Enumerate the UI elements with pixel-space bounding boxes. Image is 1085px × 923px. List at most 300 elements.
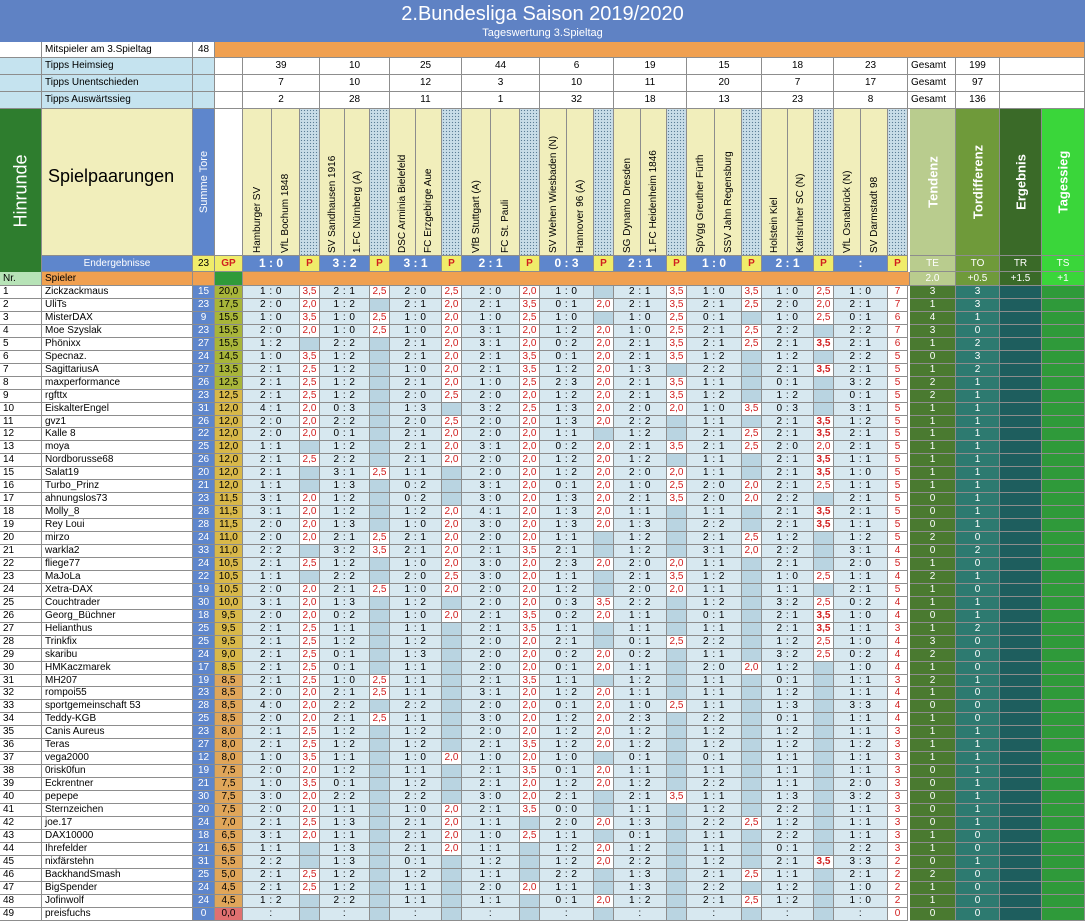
player-score: 1 (956, 726, 1000, 739)
player-tip: 2 : 0 (462, 597, 520, 610)
player-score (1000, 739, 1042, 752)
player-points: 4 (888, 545, 908, 558)
player-nr: 36 (0, 739, 42, 752)
player-tip: 1 : 1 (687, 830, 742, 843)
player-score (1000, 856, 1042, 869)
player-score: 3 (910, 636, 956, 649)
match-away-team-label: FC St. Pauli (499, 199, 511, 253)
player-tip: 2 : 1 (762, 506, 814, 519)
player-tip: 1 : 1 (834, 830, 888, 843)
player-name: BackhandSmash (42, 869, 193, 882)
tipps-value: 44 (462, 58, 540, 75)
player-tip: 2 : 1 (762, 416, 814, 428)
match-away-team-label: 1.FC Nürnberg (A) (351, 170, 363, 253)
player-tip: 2 : 2 (614, 416, 667, 428)
player-tip: 2 : 2 (390, 791, 442, 804)
match-points-header (520, 109, 540, 256)
player-score: 1 (910, 299, 956, 312)
player-points (742, 584, 762, 597)
player-summe-tore: 20 (193, 804, 215, 817)
points-header: P (300, 256, 320, 272)
player-points: 3,5 (520, 610, 540, 623)
player-tip: 1 : 2 (540, 726, 594, 739)
player-tip: 2 : 2 (762, 804, 814, 817)
player-tip: 1 : 2 (834, 532, 888, 545)
player-points: 2,0 (667, 584, 687, 597)
player-tip: 1 : 3 (390, 649, 442, 662)
player-gp: 15,5 (215, 325, 243, 338)
player-tip: 1 : 1 (462, 817, 520, 830)
player-score: 1 (956, 480, 1000, 493)
player-tip: 2 : 1 (614, 286, 667, 299)
player-score: 1 (910, 416, 956, 428)
player-nr: 43 (0, 830, 42, 843)
player-points: 2,5 (370, 713, 390, 726)
player-tip: 1 : 2 (320, 636, 370, 649)
spieler-header: Spieler (42, 272, 193, 286)
player-score (1042, 454, 1085, 467)
player-nr: 13 (0, 441, 42, 454)
player-nr: 3 (0, 312, 42, 325)
player-points (742, 700, 762, 713)
match-points-header (300, 109, 320, 256)
player-points: 5 (888, 364, 908, 377)
player-tip: 0 : 3 (762, 403, 814, 416)
player-score (1000, 454, 1042, 467)
player-tip: 1 : 2 (540, 364, 594, 377)
player-points (814, 843, 834, 856)
player-tip: 0 : 2 (540, 610, 594, 623)
player-gp: 12,0 (215, 403, 243, 416)
player-tip: 3 : 0 (462, 713, 520, 726)
player-score (1042, 286, 1085, 299)
player-points: 3,5 (814, 856, 834, 869)
player-points (442, 403, 462, 416)
player-points: 2,0 (520, 441, 540, 454)
player-tip: 1 : 2 (390, 726, 442, 739)
player-points (594, 791, 614, 804)
player-points: 2,0 (594, 765, 614, 778)
player-tip: 1 : 2 (614, 545, 667, 558)
player-score: 0 (910, 791, 956, 804)
player-tip: 2 : 1 (243, 869, 300, 882)
player-tip: 2 : 1 (834, 493, 888, 506)
player-gp: 4,5 (215, 895, 243, 908)
match-home-team-label: Hamburger SV (251, 186, 263, 253)
player-tip: 3 : 1 (243, 506, 300, 519)
player-tip: 1 : 1 (687, 649, 742, 662)
player-points: 3,5 (814, 416, 834, 428)
player-points: 2,0 (442, 584, 462, 597)
player-points (814, 532, 834, 545)
player-tip: 1 : 2 (540, 325, 594, 338)
player-points: 4 (888, 662, 908, 675)
player-points: 2,0 (442, 532, 462, 545)
tendenz-header (910, 109, 956, 256)
player-points: 2,0 (520, 778, 540, 791)
player-points: 2,5 (300, 649, 320, 662)
player-gp: 10,0 (215, 597, 243, 610)
player-tip: 2 : 2 (687, 817, 742, 830)
player-tip: 1 : 0 (540, 312, 594, 325)
tipps-value: 12 (390, 75, 462, 92)
player-points: 2,0 (594, 519, 614, 532)
player-score (1000, 377, 1042, 390)
player-tip: 1 : 3 (614, 519, 667, 532)
player-tip: 1 : 2 (762, 636, 814, 649)
player-tip: 1 : 2 (320, 739, 370, 752)
player-tip: 1 : 0 (390, 519, 442, 532)
player-points: 2,0 (594, 649, 614, 662)
player-tip: 0 : 2 (614, 649, 667, 662)
player-points: 2,0 (520, 493, 540, 506)
player-score (1042, 584, 1085, 597)
player-tip: 2 : 1 (834, 869, 888, 882)
player-points: 2,0 (594, 441, 614, 454)
player-tip: 1 : 1 (540, 882, 594, 895)
player-name: Turbo_Prinz (42, 480, 193, 493)
player-points: 2,0 (520, 454, 540, 467)
player-points (594, 584, 614, 597)
player-name: DAX10000 (42, 830, 193, 843)
match-home-team-label: SV Wehen Wiesbaden (N) (547, 135, 559, 253)
player-tip: 2 : 0 (762, 299, 814, 312)
player-score: 1 (910, 403, 956, 416)
player-tip: 2 : 1 (834, 584, 888, 597)
player-score: 1 (910, 584, 956, 597)
player-tip: 2 : 1 (614, 338, 667, 351)
player-tip: 1 : 0 (834, 882, 888, 895)
player-points (814, 558, 834, 571)
player-name: HMKaczmarek (42, 662, 193, 675)
player-score: 1 (956, 791, 1000, 804)
player-points (814, 882, 834, 895)
player-tip: 1 : 1 (687, 584, 742, 597)
player-nr: 47 (0, 882, 42, 895)
player-points (594, 908, 614, 921)
player-gp: 14,5 (215, 351, 243, 364)
player-score (1042, 403, 1085, 416)
player-points: 2,0 (594, 687, 614, 700)
player-summe-tore: 24 (193, 532, 215, 545)
points-header: P (667, 256, 687, 272)
player-name: Georg_Büchner (42, 610, 193, 623)
player-tip: 1 : 2 (614, 778, 667, 791)
player-points: 5 (888, 532, 908, 545)
player-points (594, 286, 614, 299)
player-tip: 2 : 0 (462, 882, 520, 895)
player-nr: 37 (0, 752, 42, 765)
player-points: 3,5 (814, 467, 834, 480)
player-tip: 1 : 2 (390, 506, 442, 519)
player-points (742, 416, 762, 428)
tordifferenz-header-label: Tordifferenz (970, 144, 985, 220)
player-points: 2,0 (520, 700, 540, 713)
player-score: 0 (956, 662, 1000, 675)
player-name: Molly_8 (42, 506, 193, 519)
player-points: 2,0 (300, 765, 320, 778)
player-score: 2 (910, 649, 956, 662)
player-tip: 1 : 3 (320, 519, 370, 532)
player-points (667, 804, 687, 817)
player-tip: 2 : 3 (540, 377, 594, 390)
player-points (667, 519, 687, 532)
player-tip: 2 : 1 (462, 610, 520, 623)
player-score: 0 (910, 351, 956, 364)
player-score (1000, 830, 1042, 843)
player-nr: 29 (0, 649, 42, 662)
player-points (442, 687, 462, 700)
tipps-value: 8 (834, 92, 908, 109)
player-score: 1 (956, 571, 1000, 584)
player-score (1000, 299, 1042, 312)
player-tip: 2 : 2 (243, 545, 300, 558)
player-points (667, 817, 687, 830)
player-summe-tore: 25 (193, 869, 215, 882)
player-points (442, 791, 462, 804)
player-summe-tore: 18 (193, 830, 215, 843)
player-points: 2,0 (442, 299, 462, 312)
player-name: BigSpender (42, 882, 193, 895)
player-tip: 1 : 0 (614, 700, 667, 713)
player-nr: 25 (0, 597, 42, 610)
player-points: 2,0 (814, 299, 834, 312)
player-tip: 1 : 2 (540, 390, 594, 403)
player-tip: 2 : 1 (243, 390, 300, 403)
player-tip: 0 : 1 (834, 312, 888, 325)
player-tip: 2 : 0 (243, 532, 300, 545)
player-name: rgfttx (42, 390, 193, 403)
player-tip: 1 : 2 (320, 364, 370, 377)
player-score (1000, 752, 1042, 765)
player-tip: 2 : 1 (687, 441, 742, 454)
player-tip: 1 : 1 (614, 765, 667, 778)
player-nr: 18 (0, 506, 42, 519)
player-points: 2,5 (742, 338, 762, 351)
player-points: 2,5 (442, 390, 462, 403)
player-tip: 1 : 2 (540, 467, 594, 480)
player-gp: 4,5 (215, 882, 243, 895)
player-points: 0 (888, 908, 908, 921)
player-points: 2,0 (520, 416, 540, 428)
player-tip: 2 : 0 (243, 325, 300, 338)
player-score: 0 (910, 493, 956, 506)
player-score: 2 (910, 532, 956, 545)
tipps-label: Tipps Heimsieg (42, 58, 193, 75)
player-points: 2,0 (742, 662, 762, 675)
player-gp: 8,5 (215, 675, 243, 687)
player-points (520, 843, 540, 856)
player-tip: 2 : 3 (614, 713, 667, 726)
player-points: 2,5 (300, 454, 320, 467)
player-tip: 0 : 3 (540, 597, 594, 610)
player-points: 2,0 (594, 467, 614, 480)
player-score (1000, 571, 1042, 584)
player-points: 2,0 (594, 895, 614, 908)
match-away-team-label: FC Erzgebirge Aue (423, 168, 434, 253)
player-score: 1 (910, 364, 956, 377)
player-score (1000, 403, 1042, 416)
player-tip: 1 : 1 (540, 830, 594, 843)
player-points (667, 597, 687, 610)
player-points: 3,5 (667, 441, 687, 454)
player-gp: 8,0 (215, 739, 243, 752)
player-score (1042, 700, 1085, 713)
player-tip: 2 : 1 (614, 390, 667, 403)
player-tip: 1 : 2 (687, 571, 742, 584)
player-tip: 2 : 1 (243, 882, 300, 895)
summe-tore-header-label: Summe Tore (197, 150, 210, 214)
player-tip: 0 : 2 (834, 649, 888, 662)
blank-cell (215, 58, 243, 75)
player-score (1042, 338, 1085, 351)
player-points: 2,0 (442, 441, 462, 454)
player-score: 2 (910, 390, 956, 403)
player-tip: 2 : 0 (834, 778, 888, 791)
player-tip: 0 : 2 (540, 338, 594, 351)
player-tip: 2 : 2 (687, 519, 742, 532)
player-tip: 2 : 1 (762, 338, 814, 351)
player-summe-tore: 12 (193, 752, 215, 765)
player-points (667, 416, 687, 428)
player-score (1042, 791, 1085, 804)
player-points (667, 428, 687, 441)
player-tip: 2 : 1 (762, 454, 814, 467)
player-points (370, 700, 390, 713)
player-gp: 15,5 (215, 338, 243, 351)
player-nr: 46 (0, 869, 42, 882)
player-points (594, 312, 614, 325)
player-summe-tore: 25 (193, 713, 215, 726)
player-tip: 3 : 0 (462, 558, 520, 571)
player-summe-tore: 19 (193, 584, 215, 597)
player-points (442, 662, 462, 675)
player-name: UliTs (42, 299, 193, 312)
player-tip: 2 : 1 (762, 558, 814, 571)
player-tip: 1 : 2 (390, 778, 442, 791)
player-score (1042, 428, 1085, 441)
player-points: 2,5 (370, 467, 390, 480)
player-summe-tore: 25 (193, 623, 215, 636)
player-tip: 1 : 1 (243, 843, 300, 856)
player-name: moya (42, 441, 193, 454)
player-tip: 1 : 2 (320, 390, 370, 403)
match-away-team (491, 109, 520, 256)
match-home-team (614, 109, 641, 256)
player-points: 3,5 (814, 506, 834, 519)
player-tip: 1 : 2 (762, 662, 814, 675)
player-points (742, 687, 762, 700)
player-tip: 1 : 0 (243, 752, 300, 765)
match-home-team (243, 109, 272, 256)
player-points: 5 (888, 416, 908, 428)
player-points (370, 804, 390, 817)
player-tip: 1 : 2 (320, 558, 370, 571)
player-tip: 2 : 0 (614, 467, 667, 480)
player-points (370, 765, 390, 778)
player-tip: 1 : 1 (462, 895, 520, 908)
player-tip: 1 : 0 (540, 752, 594, 765)
player-points: 2,0 (442, 454, 462, 467)
player-tip: 1 : 1 (687, 765, 742, 778)
player-tip: 2 : 0 (243, 416, 300, 428)
player-tip: 3 : 1 (687, 545, 742, 558)
player-points: 2,5 (742, 869, 762, 882)
player-tip: 1 : 1 (390, 687, 442, 700)
player-points: 5 (888, 480, 908, 493)
player-points: 3,5 (742, 286, 762, 299)
player-tip: 2 : 0 (243, 584, 300, 597)
player-tip: 1 : 2 (540, 739, 594, 752)
player-points: 5 (888, 506, 908, 519)
player-points: 2,5 (300, 623, 320, 636)
player-tip: 1 : 3 (320, 480, 370, 493)
player-score (1042, 778, 1085, 791)
player-points: 2,5 (370, 532, 390, 545)
player-points (370, 351, 390, 364)
player-points: 2,0 (594, 726, 614, 739)
player-tip: 1 : 1 (320, 752, 370, 765)
tipps-value: 7 (243, 75, 320, 92)
player-tip: 2 : 1 (390, 377, 442, 390)
player-score (1042, 377, 1085, 390)
player-name: mirzo (42, 532, 193, 545)
player-points (300, 338, 320, 351)
player-tip: 2 : 1 (243, 454, 300, 467)
player-summe-tore: 21 (193, 778, 215, 791)
match-home-team-label: DSC Arminia Bielefeld (397, 154, 408, 253)
player-tip: 1 : 2 (762, 726, 814, 739)
player-tip: 2 : 1 (540, 791, 594, 804)
player-tip: 1 : 0 (540, 286, 594, 299)
player-points (300, 467, 320, 480)
player-points (814, 739, 834, 752)
player-score (1000, 364, 1042, 377)
player-tip: 2 : 2 (320, 338, 370, 351)
player-tip: 1 : 1 (614, 506, 667, 519)
player-nr: 8 (0, 377, 42, 390)
player-summe-tore: 19 (193, 765, 215, 778)
player-points (742, 856, 762, 869)
blank-cell (215, 272, 243, 286)
mitspieler-label: Mitspieler am 3.Spieltag (42, 42, 193, 58)
player-tip: 2 : 0 (687, 480, 742, 493)
player-nr: 5 (0, 338, 42, 351)
summe-tore-header (193, 109, 215, 256)
player-score: 0 (910, 765, 956, 778)
player-name: Sternzeichen (42, 804, 193, 817)
player-tip: 3 : 1 (243, 493, 300, 506)
player-score: 3 (956, 351, 1000, 364)
player-tip: 2 : 2 (540, 869, 594, 882)
player-points (742, 610, 762, 623)
player-score: 1 (956, 752, 1000, 765)
tagessieg-header-label: Tagessieg (1055, 150, 1071, 214)
player-tip: 1 : 2 (762, 532, 814, 545)
player-tip: 0 : 1 (390, 856, 442, 869)
match-away-team-label: SSV Jahn Regensburg (722, 151, 734, 253)
player-points: 5 (888, 493, 908, 506)
player-points: 2,0 (442, 843, 462, 856)
player-points: 2,5 (442, 416, 462, 428)
player-points (814, 351, 834, 364)
player-score (1042, 558, 1085, 571)
points-header: P (814, 256, 834, 272)
player-points (742, 791, 762, 804)
player-points: 4 (888, 597, 908, 610)
player-tip: 1 : 1 (687, 377, 742, 390)
player-summe-tore: 15 (193, 286, 215, 299)
